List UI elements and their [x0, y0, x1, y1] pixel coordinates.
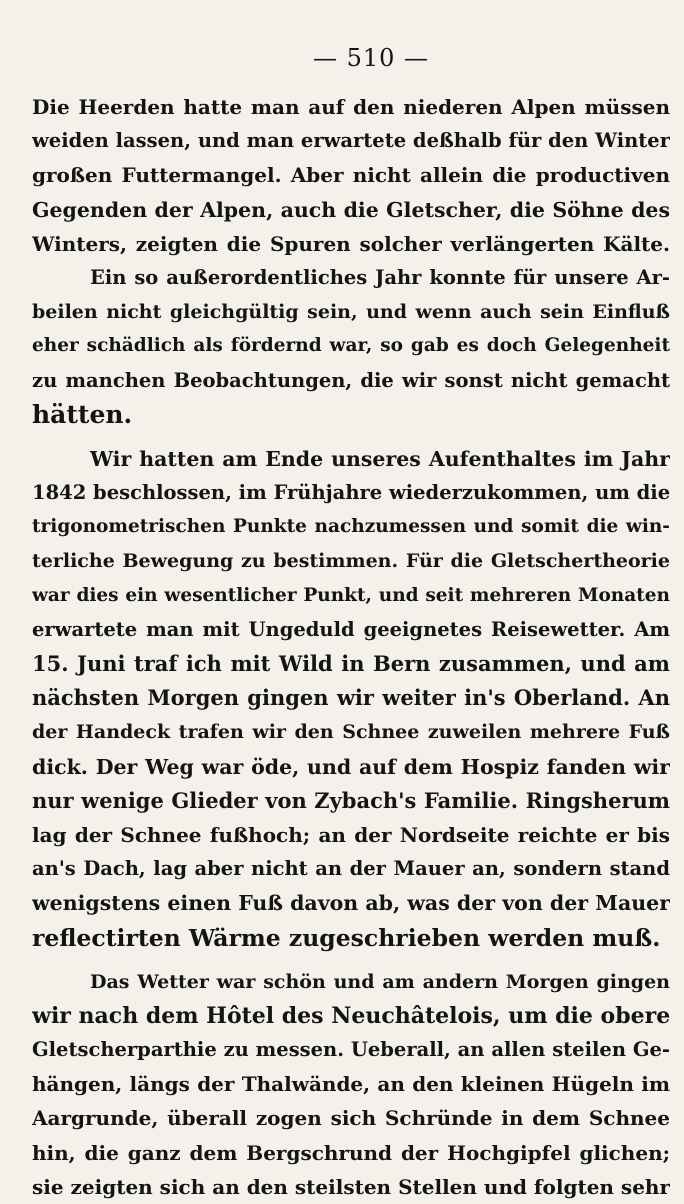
text-line: eher schädlich als fördernd war, so gab es doch Gelegenheit — [32, 335, 670, 357]
text-line: Das Wetter war schön und am andern Morgen gingen — [90, 970, 670, 993]
text-line: 15. Juni traf ich mit Wild in Bern zusammen, und am — [32, 651, 670, 676]
text-line: Ein so außerordentliches Jahr konnte für unsere Ar- — [90, 265, 670, 289]
text-line: 1842 beschlossen, im Frühjahre wiederzukommen, um die — [32, 481, 670, 505]
text-line: an's Dach, lag aber nicht an der Mauer an, sondern stand — [32, 857, 670, 881]
text-line: Winters, zeigten die Spuren solcher verlängerten Kälte. — [32, 231, 670, 256]
text-line: nur wenige Glieder von Zybach's Familie. Ringsherum — [32, 787, 670, 813]
text-line: Die Heerden hatte man auf den niederen Alpen müssen — [32, 95, 670, 119]
text-line: wenigstens einen Fuß davon ab, was der von der Mauer — [32, 891, 670, 916]
text-line: hängen, längs der Thalwände, an den kleinen Hügeln im — [32, 1072, 670, 1097]
text-line: war dies ein wesentlicher Punkt, und seit mehreren Monaten — [32, 584, 670, 606]
text-line: beilen nicht gleichgültig sein, und wenn auch sein Einfluß — [32, 301, 670, 324]
text-line: der Handeck trafen wir den Schnee zuweilen mehrere Fuß — [32, 721, 670, 744]
text-line: weiden lassen, und man erwartete deßhalb für den Winter — [32, 129, 670, 153]
paragraph-1 — [32, 90, 670, 261]
text-line: Gletscherparthie zu messen. Ueberall, an allen steilen Ge- — [32, 1038, 670, 1062]
text-line: trigonometrischen Punkte nachzumessen und somit die win- — [32, 516, 670, 538]
text-line: nächsten Morgen gingen wir weiter in's Oberland. An — [32, 685, 670, 711]
text-line: wir nach dem Hôtel des Neuchâtelois, um die obere — [32, 1002, 670, 1029]
text-line: lag der Schnee fußhoch; an der Nordseite reichte er bis — [32, 822, 670, 847]
page-number: — 510 — — [312, 44, 430, 72]
paragraph-2 — [32, 261, 670, 432]
text-line: erwartete man mit Ungeduld geeignetes Reisewetter. Am — [32, 617, 670, 641]
text-line: sie zeigten sich an den steilsten Stellen und folgten sehr — [32, 1174, 670, 1199]
text-line: Gegenden der Alpen, auch die Gletscher, die Söhne des — [32, 197, 670, 222]
paragraph-3 — [32, 442, 670, 955]
text-line: hin, die ganz dem Bergschrund der Hochgipfel glichen; — [32, 1140, 670, 1165]
text-line: großen Futtermangel. Aber nicht allein die productiven — [32, 163, 670, 188]
text-line: dick. Der Weg war öde, und auf dem Hospiz fanden wir — [32, 754, 670, 779]
paragraph-4 — [32, 965, 670, 1204]
text-line: reflectirten Wärme zugeschrieben werden muß. — [32, 923, 661, 952]
text-line: zu manchen Beobachtungen, die wir sonst nicht gemacht — [32, 368, 670, 392]
text-line: Aargrunde, überall zogen sich Schründe in dem Schnee — [32, 1106, 670, 1131]
text-line: terliche Bewegung zu bestimmen. Für die Gletschertheorie — [32, 550, 670, 573]
text-line: hätten. — [32, 399, 133, 429]
text-line: Wir hatten am Ende unseres Aufenthaltes im Jahr — [90, 446, 670, 471]
